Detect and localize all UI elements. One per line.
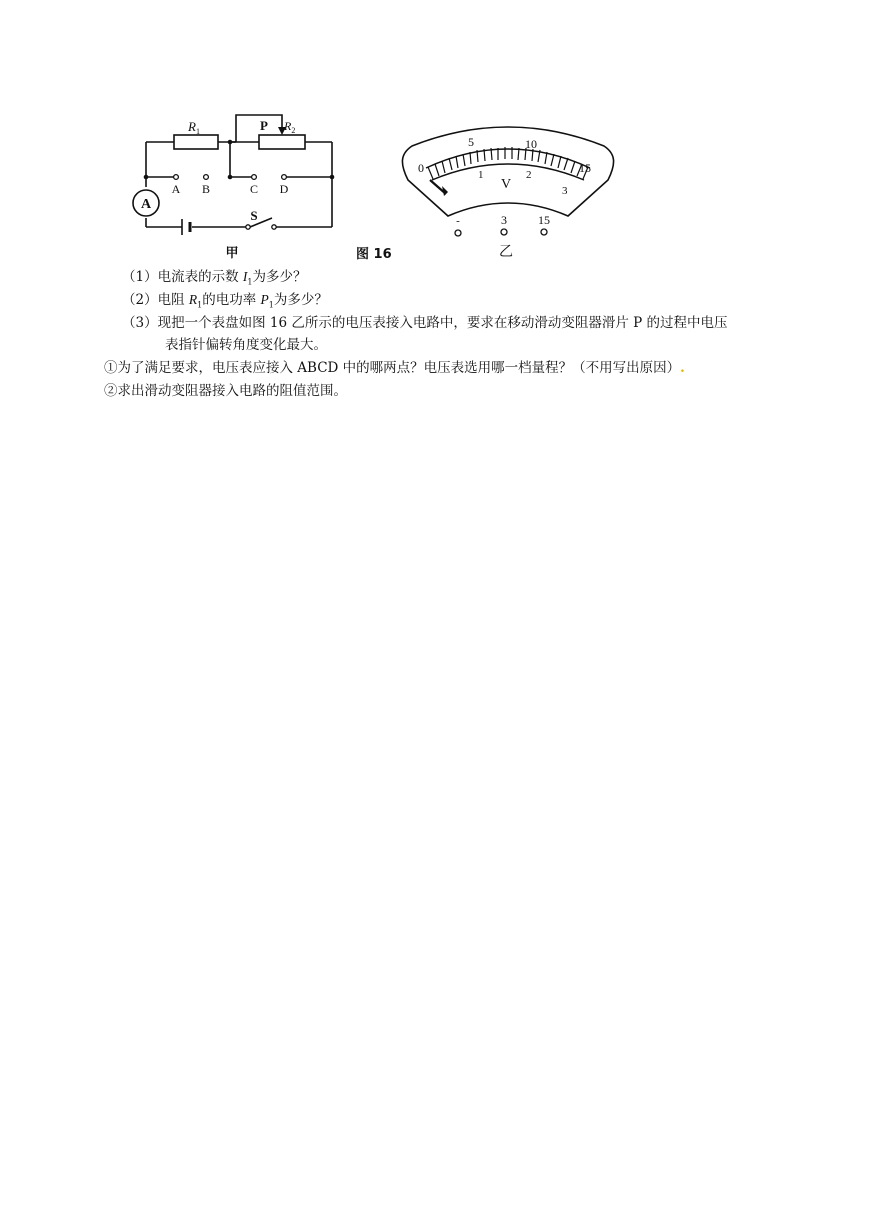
terminal-label-a: A [171, 182, 181, 196]
bottom-tick-2: 2 [526, 169, 532, 181]
switch-contact [272, 225, 276, 229]
question-3-line-2: 表指针偏转角度变化最大。 [165, 337, 327, 353]
bottom-tick-3: 3 [562, 185, 568, 197]
voltmeter-dial [398, 120, 618, 265]
bottom-tick-1: 1 [478, 169, 484, 181]
voltmeter-caption: 乙 [499, 245, 513, 260]
top-tick-0: 0 [418, 161, 424, 175]
switch-pivot [246, 225, 250, 229]
top-tick-15: 15 [579, 161, 591, 175]
resistor-r1 [174, 135, 218, 149]
terminal-label-c: C [249, 182, 259, 196]
figure-number: 图 16 [356, 247, 392, 262]
highlight-mark: . [680, 360, 685, 376]
top-tick-10: 10 [525, 137, 537, 151]
ammeter-label: A [140, 197, 152, 212]
terminal-3-label: 3 [501, 213, 507, 227]
terminal-minus-label: - [456, 215, 460, 227]
junction-dot [228, 140, 233, 145]
question-1: （1）电流表的示数 $I_1$为多少？ [122, 269, 307, 287]
top-tick-5: 5 [468, 135, 474, 149]
junction-dot [330, 175, 335, 180]
terminal-label-b: B [201, 182, 211, 196]
resistor-r2 [259, 135, 305, 149]
sub-question-2: ②求出滑动变阻器接入电路的阻值范围。 [104, 383, 347, 399]
sub-question-1: ①为了满足要求，电压表应接入 ABCD 中的哪两点？电压表选用哪一档量程？（不用写出原因）. [104, 360, 685, 376]
unit-label-v: V [501, 177, 512, 192]
terminal-15 [541, 229, 547, 235]
r1-label: $R_1$ [188, 119, 200, 136]
terminal-minus [455, 230, 461, 236]
circuit-diagram [120, 105, 360, 265]
question-2: （2）电阻 $R_1$的电功率 $P_1$为多少？ [122, 292, 328, 310]
switch-label: S [250, 208, 258, 223]
junction-dot [228, 175, 233, 180]
r2-label: $R_2$ [284, 119, 296, 135]
terminal-label-d: D [279, 182, 289, 196]
junction-dot [144, 175, 149, 180]
terminal-a [174, 175, 179, 180]
terminal-d [282, 175, 287, 180]
question-3-line-1: （3）现把一个表盘如图 16 乙所示的电压表接入电路中，要求在移动滑动变阻器滑片 P 的过程中电压 [122, 315, 728, 331]
terminal-3 [501, 229, 507, 235]
terminal-c [252, 175, 257, 180]
slider-p-label: P [260, 118, 268, 133]
terminal-15-label: 15 [538, 213, 550, 227]
terminal-b [204, 175, 209, 180]
circuit-caption: 甲 [225, 245, 239, 260]
